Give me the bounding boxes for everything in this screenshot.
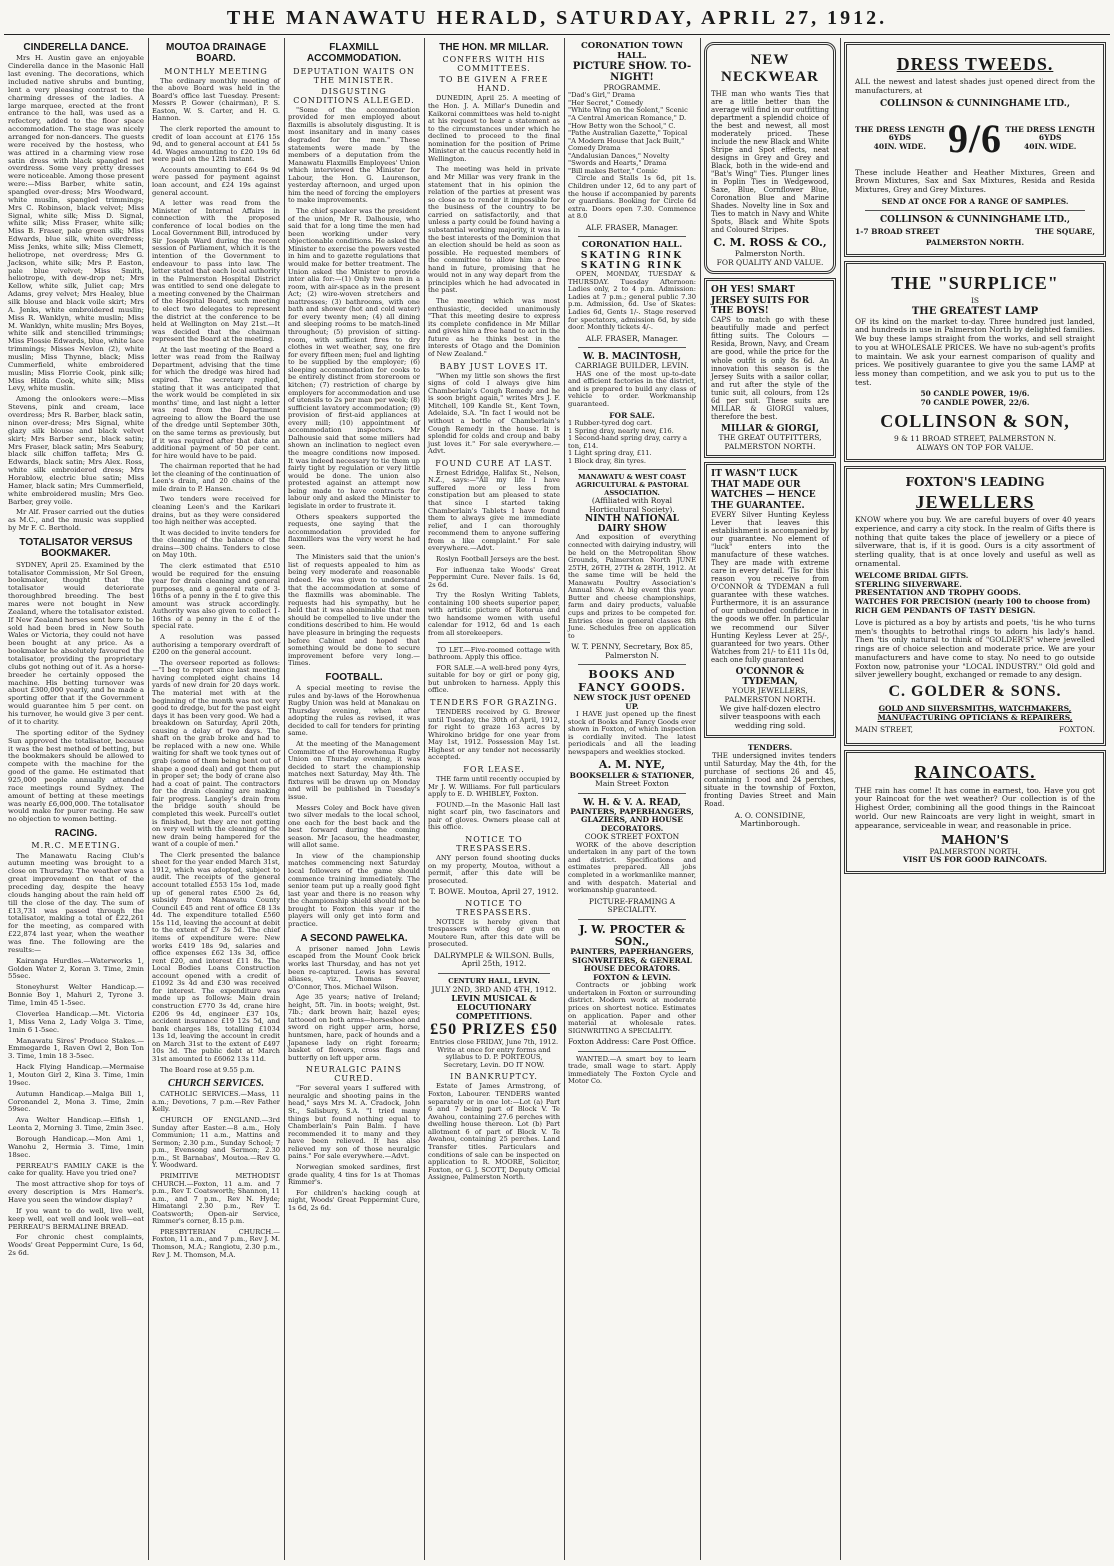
classified-ad: FOR SALE.—A well-bred pony 4yrs, suitable for boy or girl or pony gig, but unbroken to harness. Apply this office. [428,663,560,695]
ad-body: WORK of the above description undertaken in any part of the town and district. Specifications and estimates prepared. All jobs completed in a workmanlike manner, and with despatch. Material and workmanship guaranteed. [568,840,696,895]
column-6 [700,38,840,1560]
ad-address: FOXTON. [1058,724,1095,734]
subheading: M.R.C. MEETING. [31,841,121,851]
ad-heading: W. H. & V. A. READ, [583,797,681,808]
programme-item: "A Modern House that Jack Built," Comedy Drama [568,136,685,153]
length-label: THE DRESS LENGTH [855,124,945,134]
price-line: 70 CANDLE POWER, 22/6. [920,398,1030,408]
subheading: IN BANKRUPTCY. [450,1072,538,1082]
article-paragraph: Age 35 years; native of Ireland; height, 5ft. 7in. in boots; weight, 9st. 7lb.; dark brown hair, hazel eyes; tattooed on both arms—horseshoe and sword on right upper arm, horse, huntsmen, hare, pack of hounds and a Japanese lady on right forearm; basket of flowers, cross flags and butterfly on left upper arm. [288,993,420,1062]
article-paragraph: The clerk reported the amount to credit of loan account at £176 15s 9d, and to general account at £41 5s 4d. Wages amounting to £20 19s 6d were paid on the 12th instant. [152,125,280,164]
ad-address: COOK STREET FOXTON [584,832,680,842]
ad-body: And exposition of everything connected with dairying industry, will be held on the Metropolitan Show Grounds, Palmerston North JUNE 25TH, 26TH, 27TH & 28TH, 1912. At the same time will be held the Manawatu Poultry Association's Annual Show. A big event this year. Butter and cheese championships, farm and dairy products, valuable cups and prizes to be competed for. Entries close in general classes 8th June. Schedules free on application to [568,533,696,640]
sale-item: 1 Rubber-tyred dog cart. [568,419,653,428]
ad-heading: COLLINSON & SON, [880,410,1070,431]
article-paragraph: The overseer reported as follows:—"I beg to report since last meeting having completed eight chains 14 yards of new drain for 20 days work. The material met with at the beginning of the month was not very good to dredge, but for the past eight days it has been very good. We had a breakdown on Saturday, April 20th, causing a delay of two days. The shaft on the grab broke and had to be replaced with a new one. While waiting for shaft we took tynes out of grab (some of them being bent out of shape a good deal) and got them put in proper set; the body of crane also had a coat of paint. The contractors for the drain cleaning are making fair progress. Langley's drain from the bridge south should be completed this week. Purcell's outlet is finished, but they are not getting on very well with the cleaning of the new drain being hampered for the want of a couple of men." [152,658,280,849]
ad-heading: J. W. PROCTER & SON., [579,922,685,949]
headline-flaxmill: FLAXMILL ACCOMMODATION. [306,42,402,65]
signature: ALF. FRASER, Manager. [585,333,679,343]
column-7 [840,38,1110,1560]
signature: T. BOWE. Moutoa, April 27, 1912. [429,887,559,897]
article-paragraph: The Clerk presented the balance sheet for the year ended March 31st, 1912, which was adopted, subject to audit. The receipts of the general account totalled £553 15s 1od, made up of general rates £500 2s 6d, subsidy from Manawatu County Council £45 and rent of office £8 13s 4d. The expenditure totalled £560 15s 11d, leaving the account at debit to the extent of £7 3s 5d. The chief items of expenditure were: New works £419 18s 9d, salaries and office expenses £62 13s 3d, office rent £20, and interest £11 8s. The Local Bodies Loans Construction account opened with a credit of £1092 3s 4d and £30 was received for interest. The expenditure was made up as follows: Main drain construction £770 3s 4d, crane hire £206 9s 4d, engineer £37 10s, accident insurance £19 12s 5d, and bank charges 18s, totalling £1034 13s 1d, leaving the account in credit on March 31st to the extent of £497 10s 3d. The public debt at March 31st amounted to £6062 13s 11d. [152,850,280,1063]
ad-dates: JULY 2ND, 3RD AND 4TH, 1912. [431,984,557,994]
divider [578,1051,686,1052]
ad-title: JEWELLERS [915,492,1035,513]
length-left [855,126,945,153]
ad-body: Love is pictured as a boy by artists and poets, 'tis he who turns men's thoughts to betrothal rings to adorn his lady's hand. Then 'tis only natural to think of "GOLDER'S" where jewelled rings are of choice selection and moderate price. We are your manufacturers and have come to stay. No need to go outside Foxton now, patronise your "LOCAL INDUSTRY." Old gold and silver jewellery bought, exchanged or remade to any design. [855,617,1095,680]
column-4 [424,38,564,1560]
ad-body: ALL the newest and latest shades just opened direct from the manufacturers, at [855,77,1095,95]
ad-heading: TENDERS. [747,742,793,752]
classified-ad: NOTICE is hereby given that trespassers with dog or gun on Moutere Run, after this date will be prosecuted. [428,917,560,949]
church-notice: PRESBYTERIAN CHURCH.—Foxton, 11 a.m., and 7 p.m., Rev J. M. Thomson, M.A.; Rangiotu, 2.30 p.m., Rev J. M. Thomson, M.A. [152,1227,280,1259]
article-paragraph: For chronic chest complaints, Woods' Great Peppermint Cure, 1s 6d, 2s 6d. [8,1233,144,1258]
ad-subheading: BOOKSELLER & STATIONER, [569,770,695,780]
ad-subheading: FOR SALE. [609,410,655,420]
ad-subheading: (Affiliated with Royal Horticultural Society). [589,496,675,514]
article-paragraph: Mr Alf. Fraser carried out the duties as M.C., and the music was supplied by Mr F. C. Berthold. [8,508,144,533]
ad-address: MAIN STREET, [855,724,914,734]
gift-item: WELCOME BRIDAL GIFTS. [855,570,969,580]
article-paragraph: Roslyn Football Jerseys are the best. [436,554,560,563]
article-paragraph: Accounts amounting to £64 9s 9d were passed for payment against loan account, and £24 19s against general account. [152,165,280,197]
subheading: NEURALGIC PAINS CURED. [306,1065,402,1084]
article-paragraph: Norwegian smoked sardines, first grade quality, 4 tins for 1s at Thomas Rimmer's. [288,1162,420,1187]
race-result: Hack Flying Handicap.—Mermaise 1, Mouton Girl 2, Kina 3. Time, 1min 19sec. [8,1063,144,1087]
ad-address: THE SQUARE, [1035,227,1095,237]
sale-item: 1 Spring dray, nearly new, £16. [568,426,674,435]
race-result: Autumn Handicap.—Malga Bill 1, Coronandel 2, Mona 3. Time, 2min 59sec. [8,1089,144,1114]
ad-body: THE rain has come! It has come in earnest, too. Have you got your Raincoat for the wet weather? Our collection is of the Highest Order, combining all the good things in the Raincoat world. Our new Raincoats are very light in weight, smart in appearance, serviceable in wear, and reasonable in price. [855,785,1095,830]
headline-moutoa: MOUTOA DRAINAGE BOARD. [166,42,266,65]
classified-ad: FOUND.—In the Masonic Hall last night scarf pin, two fascinators and pair of gloves. Owners please call at this office. [428,800,560,832]
ad-heading: FOXTON'S LEADING [905,474,1045,489]
divider [578,236,686,237]
article-paragraph: For influenza take Woods' Great Peppermint Cure. Never fails. 1s 6d, 2s 6d. [428,565,560,589]
article-paragraph: At the meeting of the Management Committee of the Horowhenua Rugby Union on Thursday evening, it was decided to start the championship matches next Saturday, May 4th. The fixtures will be drawn up on Monday and will be published in Tuesday's issue. [288,740,420,801]
advert-raincoats [844,750,1106,874]
column-2 [148,38,284,1560]
article-paragraph: If you want to do well, live well, keep well, eat well and look well—eat PERREAU'S BERMALINE BREAD. [8,1206,144,1231]
ad-heading: A. M. NYE, [598,758,666,772]
ad-body: Entries close FRIDAY, June 7th, 1912. Write at once for entry forms and syllabus to D. P. PORTEOUS, Secretary, Levin. DO IT NOW. [429,1038,559,1069]
article-paragraph: DUNEDIN, April 25. A meeting of the Hon. J. A. Millar's Dunedin and Kaikorai committees was held to-night at his request to hear a statement as to the circumstances under which he declined to proceed to the final nomination for the position of Prime Minister at the caucus recently held in Wellington. [428,94,560,163]
advert-surplice-lamp [844,261,1106,462]
article-paragraph: The ordinary monthly meeting of the above Board was held in the Board's office last Tuesday. Present: Messrs P. Gower (chairman), P. S. Easton, W. S. Carter, and H. G. Hannon. [152,76,280,123]
signature: A. O. CONSIDINE, Martinborough. [734,810,806,829]
programme-item: "White Wing on the Solent," Scenic [568,106,688,115]
ad-body: EVERY Silver Hunting Keyless Lever that leaves this establishment is accompanied by our guarantee. No element of "luck" enters into the manufacture of these watches. They are made with extreme care in every detail. 'Tis for this reason you receive from O'CONNOR & TYDEMAN a full guarantee with these watches. Furthermore, it is an assurance of our unbounded confidence in the goods we offer. In particular we recommend our Silver Hunting Keyless Lever at 25/-, guaranteed for two years. Other Watches from 21/- to £11 11s 0d, each one fully guaranteed [711,510,829,664]
subheading: TO BE GIVEN A FREE HAND. [439,75,549,94]
ad-body: KNOW where you buy. We are careful buyers of over 40 years experience, and carry a city stock. In the realm of Gifts there is nothing that quite takes the place of jewellery or a piece of silverware, that is, if it is good. Ours is a city assortment of sterling quality, that is at once lovely and useful as well as ornamental. [855,515,1095,568]
ad-title: BOOKS AND FANCY GOODS. [578,668,686,694]
headline-millar: THE HON. MR MILLAR. [439,42,549,53]
programme-item: "Pathe Australian Gazette," Topical [568,129,688,138]
article-paragraph: SYDNEY, April 25. Examined by the totalisator Commission, Mr Sol Green, bookmaker, thought that the totalisator would deteriorate thoroughbred breeding. The best mares were not bought in New Zealand, where the totalisator existed. If New Zealand horses sent here to be sold had been bred in New South Wales or Victoria, they could not have been bought at any price. As a bookmaker he absolutely favoured the totalisator, providing the proprietary clubs got nothing out of it. As a horse-breeder he certainly opposed the machine. His betting turnover was about £300,000 yearly, and he made a sporting offer that if the Government would guarantee him 5 per cent. on his turnover, he would give 3 per cent. of it to charity. [8,560,144,726]
ad-slogan: We give half-dozen electro silver teaspoons with each wedding ring sold. [719,703,821,730]
ad-title: THE "SURPLICE" [891,272,1059,293]
ad-body: I HAVE just opened up the finest stock of Books and Fancy Goods ever shown in Foxton, of which inspection is cordially invited. The latest periodicals and all the leading newspapers and weeklies stocked. [568,709,696,756]
address-row [855,726,1095,735]
ad-address: PALMERSTON NORTH. [724,441,816,451]
programme-item: "Andalusian Dances," Novelty [568,151,670,160]
ad-subheading: THE GREAT OUTFITTERS, [718,433,822,443]
advert-jersey-suits [704,278,836,458]
divider [865,210,1085,211]
ad-address: Main Street Foxton [595,779,669,789]
subheading: CONFERS WITH HIS COMMITTEES. [442,55,546,74]
subheading: MONTHLY MEETING [164,66,268,76]
gift-item: WATCHES FOR PRECISION (nearly 100 to choose from) [855,597,1091,607]
advert-dress-tweeds [844,42,1106,257]
ad-title: PICTURE SHOW. TO-NIGHT! [572,61,692,84]
ad-body: THE undersigned invites tenders until Saturday, May the 4th, for the purchase of sections 26 and 45, containing 1 rood and 24 perches, situate in the township of Foxton, fronting Davies Street and Main Road. [704,752,836,809]
article-paragraph: A prisoner named John Lewis escaped from the Mount Cook brick works last Thursday, and has not yet been re-captured. Lewis has several aliases, viz., Thomas Feaver, O'Connor, Thos. Michael Wilson. [288,944,420,991]
church-notice: CHURCH OF ENGLAND.—3rd Sunday after Easter.—8 a.m., Holy Communion; 11 a.m., Mattins and Sermon; 2.30 p.m., Sunday School; 7 p.m., Evensong and Sermon; 2.30 p.m., St Barnabas', Moutoa.—Rev G. Y. Woodward. [152,1116,280,1170]
ad-body: OF its kind on the market to-day. Three hundred just landed, and hundreds in use in Palmerston North by delighted families. We buy these lamps straight from the works, and sell straight to you at WHOLESALE PRICES. We have no sub-agent's profits to maintain. We ask your earnest comparison of quality and prices. We positively guarantee to give you the same LAMP at less money than competition, and we ask you to put us to the test. [855,316,1095,387]
ad-title: LEVIN MUSICAL & ELOCUTIONARY COMPETITIONS. [451,992,537,1022]
signature: DALRYMPLE & WILSON. Bulls, April 25th, 1912. [433,951,555,969]
ad-title: NEW NECKWEAR [720,52,819,86]
column-5 [564,38,700,1560]
ad-prizes: £50 PRIZES £50 [430,1021,558,1039]
programme-item: "Her Secret," Comedy [568,98,644,107]
ad-subheading: GOLD AND SILVERSMITHS, WATCHMAKERS, MANUFACTURING OPTICIANS & REPAIRERS, [877,703,1073,722]
ad-slogan: VISIT US FOR GOOD RAINCOATS. [903,855,1047,865]
race-result: Manawatu Sires' Produce Stakes.—Emmegarde 1, Raven Owl 2, Bon Ton 3. Time, 1min 18 3-5sec. [8,1036,144,1061]
article-paragraph: Others speakers supported the requests, one saying that the accommodation provided for flaxmillers was the very worst he had seen. [288,512,420,551]
article-paragraph: The chairman reported that he had let the cleaning of the continuation of Leen's drain, and 20 chains of the mile drain to P. Hansen. [152,462,280,493]
ad-subheading: PAINTERS, PAPERHANGERS, GLAZIERS, AND HOUSE DECORATORS. [570,806,694,833]
programme-item: "Swords and Hearts," Drama [568,159,667,168]
race-result: Borough Handicap.—Mon Ami 1, Wanohu 2, Hermia 3. Time, 1min 18sec. [8,1134,144,1159]
ad-subheading: PAINTERS, PAPERHANGERS, SIGNWRITERS, & GENERAL HOUSE DECORATORS. FOXTON & LEVIN. [570,947,694,982]
article-paragraph: "When my little son shows the first signs of cold I always give him Chamberlain's Cough Remedy and he is soon bright again," writes Mrs J. F. Mitchell, 109 Kandle St., Kent Town, Adelaide, S.A. "In fact I would not be without a bottle of Chamberlain's Cough Remedy in the house. It is splendid for colds and croup and baby just loves it." For sale everywhere.—Advt. [428,371,560,456]
ad-title: OH YES! SMART JERSEY SUITS FOR THE BOYS! [711,285,810,316]
ad-body: Contracts or jobbing work undertaken in Foxton or surrounding district. Modern work at moderate prices on shortest notice. Estimates on application. Paper and other material at wholesale rates. SIGNWRITING A SPECIALITY. [568,981,696,1035]
ad-address: 9 & 11 BROAD STREET, PALMERSTON N. [894,434,1056,444]
ad-heading: C. M. ROSS & CO., [713,236,827,250]
ad-subheading: NEW STOCK JUST OPENED UP. [573,693,691,711]
length-yards: 6YDS [1038,133,1062,143]
ad-address: PALMERSTON NORTH. [925,237,1025,247]
gift-list [855,572,1095,616]
ad-heading: C. GOLDER & SONS. [888,683,1062,701]
divider [578,347,686,348]
gift-item: STERLING SILVERWARE. [855,579,962,589]
church-notice: PRIMITIVE METHODIST CHURCH.—Foxton, 11 a.m. and 7 p.m., Rev T. Coatsworth; Shannon, 11 a.m., and 7 p.m., Rev N. Hyde; Himatangi 2.30 p.m., Rev T. Coatsworth; Open-air Service, Rimmer's corner, 8.15 p.m. [152,1171,280,1226]
article-paragraph: In view of the championship matches commencing next Saturday local followers of the game should commence training immediately. The senior team put up a really good fight last year and there is no reason why the championship shield should not be brought to Foxton this year if the players will only get into form and practice. [288,851,420,928]
headline-pawelka: A SECOND PAWELKA. [300,932,408,944]
ad-heading: COLLINSON & CUNNINGHAME LTD., [879,98,1071,109]
article-paragraph: The Board rose at 9.55 p.m. [160,1065,255,1074]
article-paragraph: Try the Roslyn Writing Tablets, containing 100 sheets superior paper, with artistic picture of Rotorua and two handsome women with useful calendar for 1912, 6d and 1s each from all storekeepers. [428,591,560,638]
ad-slogan: SEND AT ONCE FOR A RANGE OF SAMPLES. [881,196,1069,206]
subheading: FOUND CURE AT LAST. [435,458,553,468]
article-paragraph: A special meeting to revise the rules and by-laws of the Horowhenua Rugby Union was held at Manakau on Thursday evening, when after adopting the rules as revised, it was decided to call for tenders for printing same. [288,684,420,738]
article-paragraph: A resolution was passed authorising a temporary overdraft of £200 on the general account. [152,633,280,657]
divider [438,642,550,643]
advert-jewellers [844,466,1106,747]
programme-item: "A Central American Romance," D. [568,113,687,122]
ad-heading: CORONATION TOWN HALL. [580,41,684,61]
ad-heading: MAHON'S [941,833,1009,848]
ad-heading: CENTURY HALL, LEVIN. [448,976,540,985]
price-row [855,115,1095,162]
classified-ad: Estate of James Armstrong, of Foxton, Labourer. TENDERS wanted separately or in one lot:—Lot (a) Part 6 and 7 being part of Block V. Te Awahou, containing 27.6 perches with dwelling house thereon. Lot (b) Part allotment 6 of part of Block V. Te Awahou, containing 25 perches. Land Transfer titles. Particulars and conditions of sale can be inspected on application to R. MOORE, Solicitor, Foxton, or G. J. SCOTT, Deputy Official Assignee, Palmerston North. [428,1082,560,1182]
subheading: BABY JUST LOVES IT. [439,361,549,371]
divider [438,973,550,974]
race-result: Kairanga Hurdles.—Waterworks 1, Golden Water 2, Koran 3. Time, 2min 55sec. [8,956,144,981]
ad-slogan: FOR QUALITY AND VALUE. [716,257,824,267]
column-3 [284,38,424,1560]
divider [578,664,686,665]
classified-ad: WANTED.—A smart boy to learn trade, small wage to start. Apply immediately The Foxton Cycle and Motor Co. [568,1054,696,1086]
ad-address: YOUR JEWELLERS, PALMERSTON NORTH. [724,686,816,705]
divider [578,793,686,794]
subheading: DEPUTATION WAITS ON THE MINISTER. [293,66,415,85]
ad-heading: THE GREATEST LAMP [911,305,1039,317]
ad-heading: MILLAR & GIORGI, [721,423,819,434]
sale-item: 1 Light spring dray, £11. [568,449,652,458]
signature: ALF. FRASER, Manager. [585,222,679,232]
article-paragraph: Two tenders were received for cleaning Leen's and the Karikari drains, but as they were considered too high neither was accepted. [152,495,280,527]
ad-address: 1-7 BROAD STREET [855,227,940,237]
ad-heading: COLLINSON & CUNNINGHAME LTD., [879,215,1071,226]
article-paragraph: PERREAU'S FAMILY CAKE is the cake for quality. Have you tried one? [8,1161,144,1178]
classified-ad: ANY person found shooting ducks on my property, Moutoa, without a permit, after this date will be prosecuted. [428,853,560,885]
ad-title: DRESS TWEEDS. [896,54,1054,74]
headline-church: CHURCH SERVICES. [168,1078,264,1090]
subheading: NOTICE TO TRESPASSERS. [456,898,532,917]
classified-ad: TENDERS received by G. Brewer until Tuesday, the 30th of April, 1912, for right to graze 163 acres by Whirokino bridge for one year from May 1st, 1912. Possession May 1st. Highest or any tender not necessarily accepted. [428,708,560,762]
article-paragraph: "For several years I suffered with neuralgic and shooting pains in the head," says Mrs M. A. Cradock, John St., Salisbury, S.A. "I tried many things but found nothing equal to Chamberlain's Pain Balm. I have recommended it to many and they have been relieved. It has also relieved my son of those neuralgic pains." For sale everywhere.—Advt. [288,1084,420,1161]
race-result: Ava Welter Handicap.—Elfish 1, Leonta 2, Morning 3. Time, 2min 3sec. [8,1116,144,1133]
price: 9/6 [947,116,1003,162]
classified-ad: THE farm until recently occupied by Mr J. W. Williams. For full particulars apply to E. D. WHIBLEY, Foxton. [428,774,560,799]
article-paragraph: The sporting editor of the Sydney Sun approved the totalisator, because it was the best method of betting, but the bookmakers should be allowed to compete with the machine for the good of the game. He estimated that 925,000 people annually attended race meetings round Sydney. The amount of betting at these meetings was nearly £6,000,000. The totalisator would make for purer racing. He saw no objection to women betting. [8,728,144,824]
ad-title: SKATING RINK SKATING RINK [580,250,684,272]
ad-heading: W. B. MACINTOSH, [582,352,682,363]
article-paragraph: Ernest Edridge, Halifax St., Nelson, N.Z., says:—"All my life I have suffered more or less from constipation but am pleased to state that since I started taking Chamberlain's Tablets I have found them to always give me immediate relief, and I can thoroughly recommend them to anyone suffering from a like complaint." For sale everywhere.—Advt. [428,468,560,553]
length-yards: 6YDS [888,133,912,143]
signature: W. T. PENNY, Secretary, Box 85, Palmerston N. [571,642,693,660]
headline-football: FOOTBALL. [325,671,383,683]
ad-title: NINTH NATIONAL DAIRY SHOW [585,514,679,535]
article-paragraph: The Ministers said that the union's list of requests appealed to him as being very moderate and reasonable indeed. He was given to understand that the accommodation at some of the flaxmills was abominable. The requests had his sympathy, but he held that it was abominable that men should be compelled to live under the conditions described to him. He would have pleasure in bringing the requests before Cabinet and hoped that something would be done to secure improvement before very long.—Times. [288,553,420,668]
sale-item: 1 Block dray, 8in tyres. [568,456,646,465]
gift-item: RICH GEM PENDANTS OF TASTY DESIGN. [855,606,1036,616]
headline-totalisator: TOTALISATOR VERSUS BOOKMAKER. [19,536,133,560]
article-paragraph: The most attractive shop for toys of every description is Mrs Hamer's. Have you seen the window display? [8,1180,144,1204]
ad-subheading: CARRIAGE BUILDER, LEVIN. [575,361,689,371]
column-1 [4,38,148,1560]
article-paragraph: The chief speaker was the president of the union, Mr R. Dalhousie, who said that for a long time the men had been working under very objectionable conditions. He asked the Minister to exercise the powers vested in him and to gazette regulations that would make for better treatment. The Union asked the Minister to provide inter alia for:—(1) Only two men in a room, with air-space as in the present Act; (2) wire-woven stretchers and mattresses; (3) bathrooms, with one bath and shower (hot and cold water) for every twenty men; (4) all dining and sleeping rooms to be match-lined throughout; (5) provision of sitting-room, with sufficient fires to dry clothes in wet weather, say, one fire for every fifteen men; fuel and lighting to be supplied by the employer; (6) sleeping accommodation for cooks to be entirely distinct from storeroom or kitchen; (7) restriction of charge by employers for accommodation and use of utensils to 2s per man per week; (8) sufficient lavatory accommodation; (9) provision of first-aid appliances at every mill; (10) appointment of accommodation inspectors. Mr Dalhousie said that some millers had shown an inclination to neglect even the meagre conditions now imposed. It was indeed necessary to tie them up fairly tight by regulation or very little would be done. The union also protested against an attempt now being made to have contracts for labour only and asked the Minister to legislate in order to frustrate it. [288,207,420,510]
article-paragraph: "Some of the accommodation provided for men employed about flaxmills is absolutely disgusting. It is most insanitary and in many cases degraded for the men." These statements were made by the members of a deputation from the Manawatu Flaxmills Employees' Union which interviewed the Minister for Labour, the Hon. G. Laurenson, yesterday afternoon, and urged upon him the need of forcing the employers to make improvements. [288,105,420,205]
advert-neckwear [704,42,836,274]
headline-cinderella: CINDERELLA DANCE. [23,42,129,53]
ad-subheading: IS [970,295,980,305]
article-paragraph: The Manawatu Racing Club's autumn meeting was brought to a close on Thursday. The weather was a great improvement on that of the preceding day, despite the heavy clouds hanging about the rain held off till the close of the day. The sum of £13,731 was passed through the totalisator, making a total of £22,261 for the meeting, as compared with £22,874 last year, when the weather was fine. The following are the results:— [8,851,144,954]
article-paragraph: The clerk estimated that £510 would be required for the ensuing year for drain cleaning and general purposes, and a general rate of 3-16ths of a penny in the £ to give this amount was struck accordingly. Authority was also given to collect 1-16ths of a penny in the £ of the special rate. [152,561,280,631]
ad-body: HAS one of the most up-to-date and efficient factories in the district, and is prepared to build any class of vehicle to order. Workmanship guaranteed. [568,369,696,409]
divider [578,919,686,920]
church-notice: CATHOLIC SERVICES.—Mass, 11 a.m.; Devotions, 7 p.m.—Rev Father Kelly. [152,1090,280,1114]
subheading: DISGUSTING CONDITIONS ALLEGED. [293,86,415,105]
programme-item: "Dad's Girl," Drama [568,91,636,100]
ad-heading: MANAWATU & WEST COAST AGRICULTURAL & PASTORAL ASSOCIATION. [575,473,689,497]
divider [578,469,686,470]
programme-item: "How Betty won the School," C. [568,121,676,130]
ad-body: These include Heather and Heather Mixtures, Green and Brown Mixtures, Sax and Sax Mixtures, Resida and Resida Mixtures, Grey and Grey Mixtures. [855,167,1095,194]
ad-address: PALMERSTON NORTH. [929,846,1021,856]
length-right [1005,126,1095,153]
ad-title: RAINCOATS. [914,762,1036,783]
race-result: Cloverlea Handicap.—Mt. Victoria 1, Miss Vena 2, Lady Volga 3. Time, 1min 6 1-5sec. [8,1009,144,1034]
masthead: THE MANAWATU HERALD, SATURDAY, APRIL 27, 1912. [226,7,888,29]
article-paragraph: A letter was read from the Minister of Internal Affairs in connection with the proposed conference of local bodies on the Local Government Bill, introduced by Sir Joseph Ward during the recent session of Parliament, which it is the intention of the Government to endeavour to pass into law. The letter stated that each local authority in the Palmerston Hospital District was entitled to send one delegate to a meeting convened by the Chairman of the Hospital Board, such meeting to elect two delegates to represent the district at the conference to be held at Wellington on May 21st.—It was decided that the chairman represent the Board at the meeting. [152,199,280,344]
article-paragraph: It was decided to invite tenders for the cleaning of the balance of the drains—300 chains. Tenders to close on May 10th. [152,528,280,560]
race-result: Stoneyhurst Welter Handicap.—Bonnie Boy 1, Mahuri 2, Tyrone 3. Time, 1min 45 1-5sec. [8,983,144,1008]
ad-heading: O'CONNOR & TYDEMAN, [735,666,805,688]
ad-body: Circle and Stalls 1s 6d, pit 1s. Children under 12, 6d to any part of the house if accompanied by parents or guardians. Booking for Circle 6d extra. Doors open 7.30. Commence at 8.0 [568,174,696,221]
address-row [855,228,1095,237]
length-width: 40IN. WIDE. [1024,142,1077,152]
article-paragraph: For children's hacking cough at night, Woods' Great Peppermint Cure, 1s 6d, 2s 6d. [288,1188,420,1212]
article-paragraph: Among the onlookers were:—Miss Stevens, pink and cream, lace overdress; Mrs R. Barber, black satin, ninon over-dress; Mrs Signal, white glazy silk blouse and black velvet skirt; Mrs Barber senr., black satin; Mrs Fraser, black satin; Mrs Seabury, black silk chiffon taffeta; Mrs G. Edwards, black satin; Mrs Alex. Ross, white silk embroidered dress; Mrs Horablow, electric blue satin; Miss Hamer, black satin; Mrs Cummerfield, white embroidered muslin; Mrs Geo. Barber, grey voile. [8,395,144,506]
subheading: TENDERS FOR GRAZING. [430,697,558,707]
gift-item: PRESENTATION AND TROPHY GOODS. [855,588,1021,598]
length-label: THE DRESS LENGTH [1005,124,1095,134]
ad-subheading: PICTURE-FRAMING A SPECIALITY. [588,896,676,915]
ad-body: THE man who wants Ties that are a little better than the average will find in our outfitting department a splendid choice of the best and newest, all most moderately priced. These include the new Black and White Stripe and Spot effects, neat designs in Grey and Grey and Black, both in the wide-end and "Bat's Wing" Ties. Plunger lines in Poplin Ties in Wedgewood, Saxe, Blue, Cornflower Blue, Coronation Blue and Marine Shades. Novelty line in Sox and Ties to match in Navy and White Spots, Black and White Spots and Coloured Stripes. [711,89,829,235]
programme-list [568,92,696,175]
ad-body: CAPS to match go with these beautifully made and perfect fitting suits. The Colours — Resida, Brown, Navy, and Cream are good, while the price for the whole outfit is only 8s 6d. An innovation this season is the Jersey Suits with a sailor collar, and rut after the style of the tunic suit, all colours, from 12s 6d per suit. These suits are MILLAR & GIORGI values, therefore the best. [711,316,829,421]
ad-address: Palmerston North. [734,248,806,258]
article-paragraph: At the last meeting of the Board a letter was read from the Railway Department, advising that the time for which the dredge was hired had expired. The secretary replied, stating that it was anticipated that the work would be completed in six months' time, and last night a letter was read from the Department agreeing to allow the Board the use of the dredge until September 30th, on the same terms as previously, but if it was required after that date an additional payment of 50 per cent. for hire would have to be paid. [152,345,280,460]
article-paragraph: Messrs Coley and Bock have given two silver medals to the local school, one each for the best back and the best forward during the coming season. Mr Jacasou, the headmaster, will allot same. [288,803,420,850]
ad-title: IT WASN'T LUCK THAT MADE OUR WATCHES — HENCE THE GUARANTEE. [711,469,816,511]
article-paragraph: The meeting was held in private and Mr Millar was very frank in the statement that in his opinion the relation of the parties at present was so close as to render it impossible for the business of the country to be carried on satisfactorily, and that unless a party could be found having a substantial working majority, it was in the best interests of the Dominion that an election should be held as soon as possible. He requested members of the committee to allow him a free hand in future, promising that he would not in any way depart from the principles which he had advocated in the past. [428,165,560,295]
classified-ad: TO LET.—Five-roomed cottage with bathroom. Apply this office. [428,645,560,662]
masthead-rule [4,34,1110,35]
ad-slogan: ALWAYS ON TOP FOR VALUE. [916,443,1034,453]
ad-heading: CORONATION HALL. [581,240,683,251]
headline-racing: RACING. [54,828,98,840]
article-paragraph: Mrs H. Austin gave an enjoyable Cinderella dance in the Masonic Hall last evening. The decorations, which included native shrubs and bunting, lent a very pleasing contrast to the charming dresses of the ladies. A large marquee, erected at the front entrance to the hall, was used as a refectory, added to the floor space accommodation. The stage was nicely arranged for non-dancers. The guests were received by the hostess, who was attired in a charming view rose satin dress with black spangled net overdress. Some very pretty dresses were noticeable. Among those present were:—Miss Barber, white satin, spangled over-dress; Mrs Woodward, white muslin, spangled trimmings; Mrs C. Robinson, black velvet; Miss Signal, white silk; Miss D. Signal, white silk; Miss Fraser, white silk; Miss B. Fraser, pale green silk; Miss Edwards, blue silk, white overdress; Miss Jenks, white silk; Miss Clemett, heliotrope, net overdress; Mrs G. Jackson, white silk; Mrs P. Easton, pale blue velvet; Miss Smith, heliotrope, with dew-drop net; Mrs Kellow, white silk, Juliet cap; Mrs Adams, grey velvet; Mrs Healey, blue silk blouse and black voile skirt; Mrs A. Jenks, white embroidered muslin; Miss R. Wanklyn, white muslin; Miss M. Wanklyn, white muslin; Mrs Boyes, white silk and stencilled trimmings; Miss Flossie Edwards, blue, white lace trimmings; Misses Nevlon (2), white muslin; Miss Thynne, black; Miss Cummerfield, white embroidered muslin; Miss Florrie Cook, pink silk; Miss Hilda Cook, white silk; Miss Levy, white muslin. [8,54,144,393]
ad-body: OPEN, MONDAY, TUESDAY & THURSDAY. Tuesday Afternoon: Ladies only, 2 to 4 p.m. Admission: Ladies at 7 p.m.; general public 7.30 p.m. Admission, 6d. Use of Skates: Ladies 6d, Gents 1/-. Stage reserved for spectators, admission 6d, by side door. Monthly tickets 4/-. [568,270,696,332]
programme-item: "Bill makes Better," Comic [568,166,658,175]
price-line: 50 CANDLE POWER, 19/6. [920,389,1030,399]
subheading: NOTICE TO TRESPASSERS. [456,834,532,853]
ad-subheading: PROGRAMME. [603,82,661,92]
length-width: 40IN. WIDE. [873,142,926,152]
subheading: FOR LEASE. [463,764,525,774]
advert-watches [704,462,836,737]
article-paragraph: The meeting which was most enthusiastic, decided unanimously "That this meeting desire to express its complete confidence in Mr Millar and gives him a free hand to act in the future as he thinks best in the interests of Otago and the Dominion of New Zealand." [428,297,560,358]
sale-item: 1 Second-hand spring dray, carry a ton, £14. [568,434,687,450]
ad-address: Foxton Address: Care Post Office. [568,1037,696,1047]
